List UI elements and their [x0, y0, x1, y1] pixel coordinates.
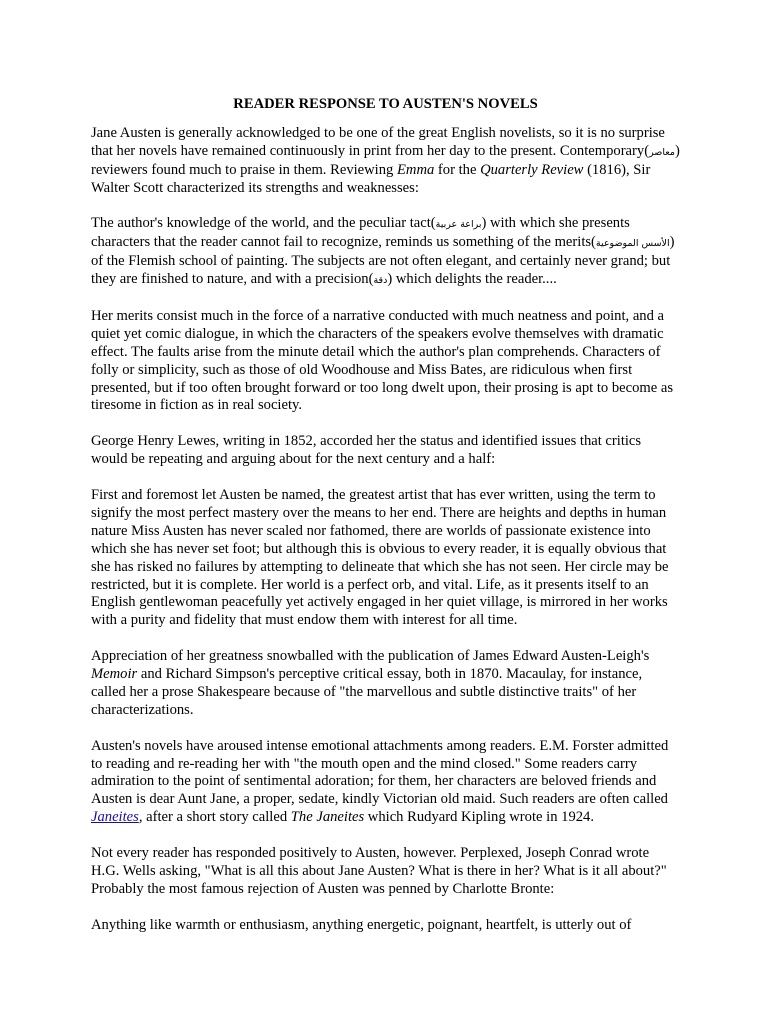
quote-scott	[91, 215, 680, 290]
paragraph-appreciation	[91, 648, 680, 720]
paragraph-attachments-text-a: Austen's novels have aroused intense emotional attachments among readers. E.M. Forster admitted to reading and re-reading her with "the mouth open and the mind closed." Some readers carry admiration to the point of sentimental adoration; for them, her characters are beloved friends and Austen is dear Aunt Jane, a proper, sedate, kindly Victorian old maid. Such readers are often called	[91, 737, 669, 808]
paragraph-attachments-text-b: , after a short story called	[138, 809, 291, 826]
title-emma: Emma	[396, 161, 435, 178]
arabic-gloss-tact: براعة عربية	[435, 219, 482, 231]
arabic-gloss-precision: دقة	[373, 275, 388, 287]
arabic-gloss-contemporary: معاصر	[649, 146, 675, 158]
paragraph-rejection: Not every reader has responded positively to Austen, however. Perplexed, Joseph Conrad wrote H.G. Wells asking, "What is all this about Jane Austen? What is there in her? What is it all about?" Probably the most famous rejection of Austen was penned by Charlotte Bronte:	[91, 845, 667, 897]
quote-scott-text-d: ) which delights the reader....	[387, 271, 557, 288]
paragraph-appreciation-text-b: and Richard Simpson's perceptive critical essay, both in 1870. Macaulay, for instance, called her a prose Shakespeare because of "the marvellous and subtle distinctive traits" of her characterizations.	[91, 666, 643, 718]
document-title: READER RESPONSE TO AUSTEN'S NOVELS	[233, 96, 538, 112]
quote-scott-text-b: ) with which she presents characters that the reader cannot fail to recognize, reminds us something of the merits(	[91, 215, 630, 251]
paragraph-lewes: George Henry Lewes, writing in 1852, accorded her the status and identified issues that critics would be repeating and arguing about for the next century and a half:	[91, 433, 642, 468]
paragraph-intro-text-d: (1816), Sir Walter Scott characterized its strengths and weaknesses:	[91, 161, 651, 196]
paragraph-attachments	[91, 738, 680, 828]
document-body	[91, 96, 680, 952]
paragraph-intro-text-a: Jane Austen is generally acknowledged to be one of the great English novelists, so it is no surprise that her novels have remained continuously in print from her day to the present. Contemporary(	[91, 124, 665, 159]
paragraph-intro-text-b: ) reviewers found much to praise in them. Reviewing	[91, 142, 680, 178]
paragraph-attachments-text-c: which Rudyard Kipling wrote in 1924.	[364, 809, 594, 826]
title-memoir: Memoir	[91, 666, 138, 683]
quote-bronte: Anything like warmth or enthusiasm, anything energetic, poignant, heartfelt, is utterly out of	[91, 916, 632, 933]
paragraph-intro	[91, 125, 680, 198]
title-the-janeites: The Janeites	[290, 809, 365, 826]
quote-lewes: First and foremost let Austen be named, the greatest artist that has ever written, using the term to signify the most perfect mastery over the means to her end. There are heights and depths in human nature Miss Austen has never scaled nor fathomed, there are worlds of passionate existence into which she has never set foot; but although this is obvious to every reader, it is equally obvious that she has risked no failures by attempting to delineate that which she has not seen. Her circle may be restricted, but it is complete. Her world is a perfect orb, and vital. Life, as it presents itself to an English gentlewoman peacefully yet actively engaged in her quiet village, is mirrored in her works with a purity and fidelity that must endow them with interest for all time.	[91, 486, 669, 629]
janeites-link[interactable]: Janeites	[91, 809, 139, 826]
title-quarterly-review: Quarterly Review	[480, 161, 584, 178]
quote-scott-merits: Her merits consist much in the force of a narrative conducted with much neatness and point, and a quiet yet comic dialogue, in which the characters of the speakers evolve themselves with dramatic effect. The faults arise from the minute detail which the author's plan comprehends. Characters of folly or simplicity, such as those of old Woodhouse and Miss Bates, are ridiculous when first presented, but if too often brought forward or too long dwelt upon, their prosing is apt to become as tiresome in fiction as in real society.	[91, 307, 674, 414]
arabic-gloss-merits: الأسس الموضوعية	[595, 238, 670, 250]
paragraph-appreciation-text-a: Appreciation of her greatness snowballed with the publication of James Edward Austen-Leigh's	[91, 648, 650, 665]
quote-scott-text-a: The author's knowledge of the world, and the peculiar tact(	[91, 215, 436, 232]
paragraph-intro-text-c: for the	[434, 161, 481, 178]
quote-scott-text-c: ) of the Flemish school of painting. The subjects are not often elegant, and certainly never grand; but they are finished to nature, and with a precision(	[91, 234, 675, 288]
